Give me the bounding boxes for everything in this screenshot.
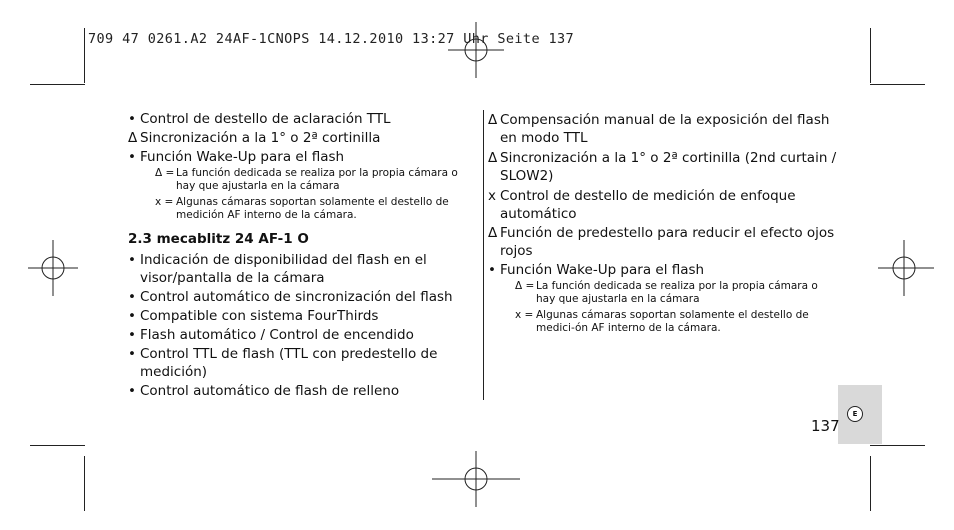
right-column: [488, 111, 840, 338]
list-item: • Función Wake-Up para el flash: [128, 149, 345, 165]
crop-line-top-left-v: [84, 28, 85, 83]
footnote: Δ = La función dedicada se realiza por la propia cámara o hay que ajustarla en la cámara: [155, 167, 458, 192]
list-item: • Control TTL de flash (TTL con predestello de medición): [128, 346, 438, 380]
crop-line-bottom-left-v: [84, 456, 85, 511]
list-item: • Flash automático / Control de encendido: [128, 327, 414, 343]
registration-mark-left: [28, 240, 78, 296]
list-item: • Función Wake-Up para el flash: [488, 262, 705, 278]
registration-mark-bottom: [432, 451, 520, 507]
list-item: • Compatible con sistema FourThirds: [128, 308, 379, 324]
list-item: x Control de destello de medición de enfoque automático: [488, 188, 796, 222]
list-item: Δ Sincronización a la 1° o 2ª cortinilla: [128, 130, 381, 146]
column-divider: [483, 110, 484, 400]
crop-line-bottom-left-h: [30, 445, 85, 446]
list-item: Δ Sincronización a la 1° o 2ª cortinilla (2nd curtain / SLOW2): [488, 150, 837, 184]
section-heading: 2.3 mecablitz 24 AF-1 O: [128, 231, 309, 247]
crop-line-top-left-h: [30, 84, 85, 85]
footnote: x = Algunas cámaras soportan solamente el destello de medición AF interno de la cámara.: [155, 196, 449, 221]
list-item: • Control automático de sincronización del flash: [128, 289, 453, 305]
crop-line-top-right-v: [870, 28, 871, 83]
list-item: • Indicación de disponibilidad del flash en el visor/pantalla de la cámara: [128, 252, 427, 286]
language-badge: E: [847, 406, 863, 422]
list-item: • Control automático de flash de relleno: [128, 383, 400, 399]
list-item: Δ Compensación manual de la exposición del flash en modo TTL: [488, 112, 830, 146]
registration-mark-top: [448, 22, 504, 78]
crop-line-bottom-right-v: [870, 456, 871, 511]
crop-line-top-right-h: [870, 84, 925, 85]
list-item: • Control de destello de aclaración TTL: [128, 111, 391, 127]
registration-mark-right: [878, 240, 934, 296]
left-column: [128, 110, 473, 400]
footnote: x = Algunas cámaras soportan solamente el destello de medici-ón AF interno de la cámara.: [515, 309, 809, 334]
footnote: Δ = La función dedicada se realiza por la propia cámara o hay que ajustarla en la cámara: [515, 280, 818, 305]
list-item: Δ Función de predestello para reducir el efecto ojos rojos: [488, 225, 835, 259]
crop-line-bottom-right-h: [870, 445, 925, 446]
print-header: 709 47 0261.A2 24AF-1CNOPS 14.12.2010 13:27 Uhr Seite 137: [88, 31, 575, 47]
page-number: 137: [811, 417, 840, 435]
